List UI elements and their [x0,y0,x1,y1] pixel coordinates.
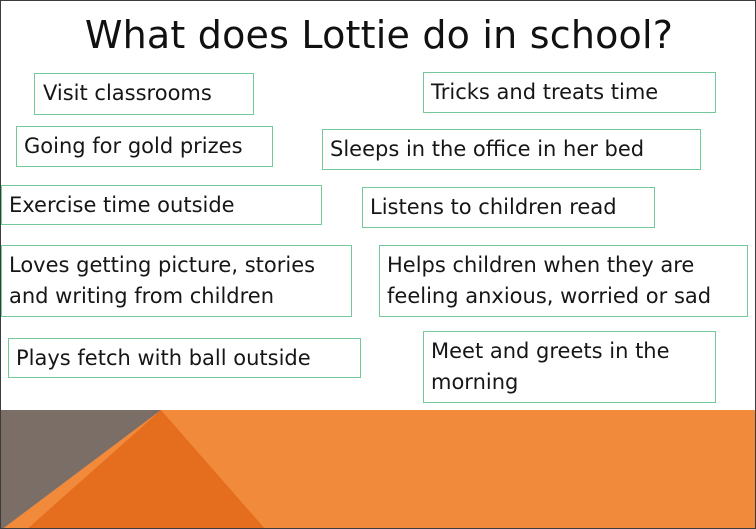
activity-gold-prizes: Going for gold prizes [16,126,273,167]
activity-loves-getting-pictures: Loves getting picture, stories and writing from children [1,245,352,317]
activity-sleeps-in-office: Sleeps in the office in her bed [322,129,701,170]
activity-listens-to-reading: Listens to children read [362,187,655,228]
decorative-bottom-band [1,410,756,529]
slide-title: What does Lottie do in school? [84,13,674,57]
activity-exercise-outside: Exercise time outside [1,185,322,225]
activity-visit-classrooms: Visit classrooms [34,73,254,115]
activity-meet-and-greets: Meet and greets in the morning [423,331,716,403]
activity-helps-anxious-children: Helps children when they are feeling anxious, worried or sad [379,245,748,317]
activity-tricks-and-treats: Tricks and treats time [423,72,716,113]
activity-plays-fetch: Plays fetch with ball outside [8,338,361,378]
